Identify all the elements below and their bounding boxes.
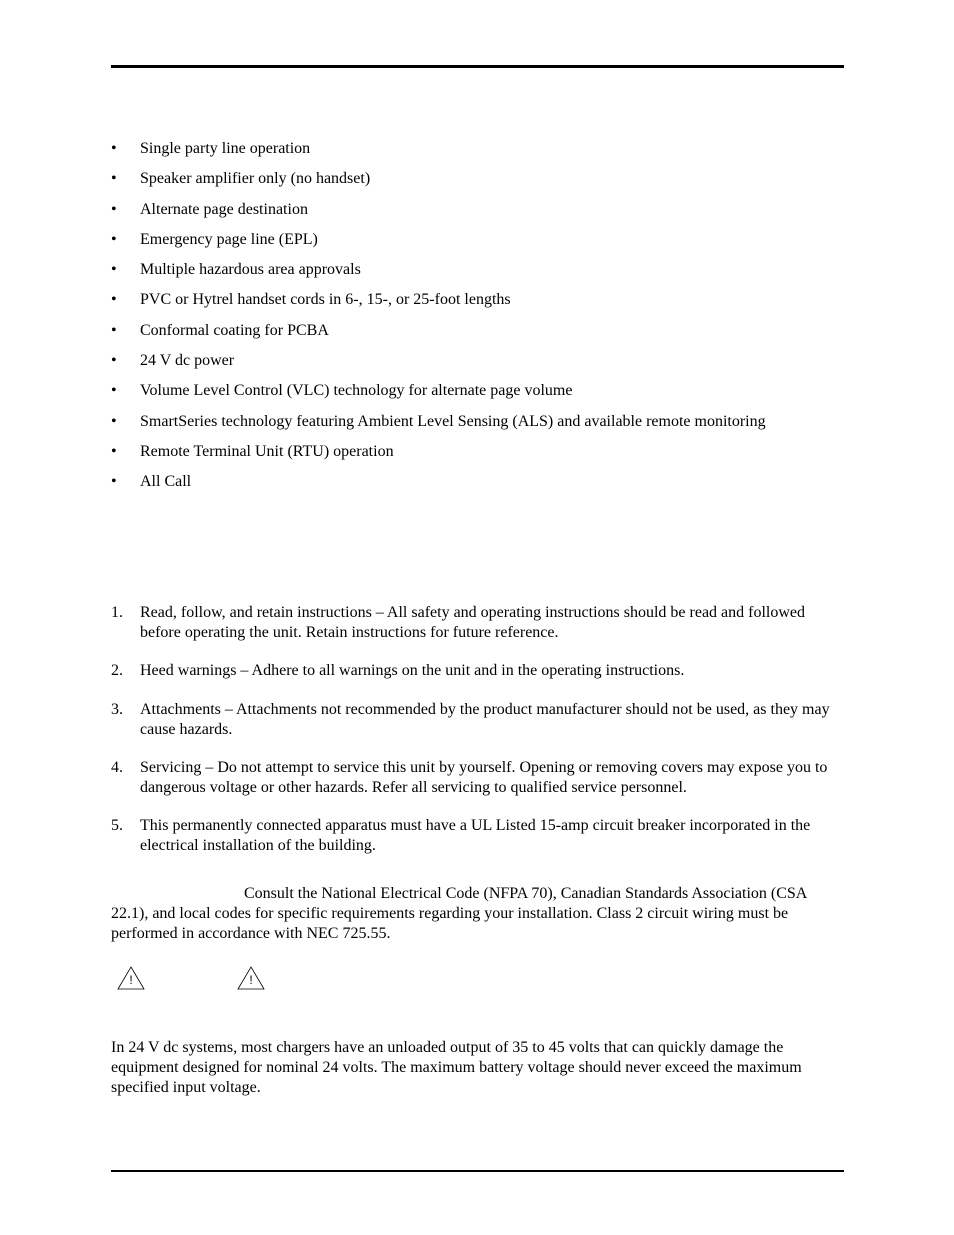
- warning-triangle-icon: [237, 966, 265, 990]
- feature-text: Alternate page destination: [140, 200, 308, 218]
- list-item: [111, 700, 844, 740]
- feature-text: Remote Terminal Unit (RTU) operation: [140, 442, 394, 460]
- bullet-icon: •: [111, 230, 117, 248]
- bullet-icon: •: [111, 442, 117, 460]
- list-item: [111, 603, 844, 643]
- feature-text: All Call: [140, 473, 192, 491]
- list-item: [111, 229, 844, 259]
- item-text: Heed warnings – Adhere to all warnings on the unit and in the operating instructions.: [140, 662, 685, 679]
- list-item: [111, 350, 844, 380]
- bullet-icon: •: [111, 473, 117, 491]
- safety-instructions-list: [111, 603, 844, 856]
- list-item: [111, 471, 844, 501]
- list-item: [111, 320, 844, 350]
- feature-text: 24 V dc power: [140, 352, 235, 370]
- bullet-icon: •: [111, 200, 117, 218]
- list-item: [111, 138, 844, 168]
- feature-text: Volume Level Control (VLC) technology for alternate page volume: [140, 382, 573, 400]
- list-item: [111, 289, 844, 319]
- item-number: 4.: [111, 759, 123, 776]
- item-text: Attachments – Attachments not recommended by the product manufacturer should not be used, as they may cause hazards.: [140, 701, 830, 738]
- bullet-icon: •: [111, 321, 117, 339]
- list-item: [111, 816, 844, 856]
- warning-mark: !: [249, 973, 253, 987]
- code-note-paragraph: Consult the National Electrical Code (NFPA 70), Canadian Standards Association (CSA 22.1), and local codes for specific requirements regarding your installation. Class 2 circuit wiring must be performed in accordance with NEC 725.55.: [111, 885, 807, 942]
- list-item: [111, 259, 844, 289]
- feature-text: Emergency page line (EPL): [140, 230, 318, 248]
- list-item: [111, 661, 844, 681]
- item-text: Read, follow, and retain instructions – All safety and operating instructions should be read and followed before operating the unit. Retain instructions for future reference.: [140, 604, 806, 641]
- voltage-caution-paragraph: In 24 V dc systems, most chargers have an unloaded output of 35 to 45 volts that can quickly damage the equipment designed for nominal 24 volts. The maximum battery voltage should never exceed the maximum specified input voltage.: [111, 1039, 802, 1096]
- bullet-icon: •: [111, 170, 117, 188]
- bullet-icon: •: [111, 291, 117, 309]
- list-item: [111, 168, 844, 198]
- list-item: [111, 199, 844, 229]
- item-text: This permanently connected apparatus must have a UL Listed 15-amp circuit breaker incorporated in the electrical installation of the building.: [140, 817, 811, 854]
- feature-text: Multiple hazardous area approvals: [140, 261, 361, 279]
- feature-text: PVC or Hytrel handset cords in 6-, 15-, or 25-foot lengths: [140, 291, 511, 309]
- list-item: [111, 380, 844, 410]
- bullet-icon: •: [111, 412, 117, 430]
- bullet-icon: •: [111, 140, 117, 157]
- footer-rule: [111, 1170, 844, 1172]
- item-number: 1.: [111, 604, 123, 621]
- item-number: 2.: [111, 662, 123, 679]
- warning-triangle-icon: [117, 966, 145, 990]
- feature-text: Conformal coating for PCBA: [140, 321, 329, 339]
- features-list: [111, 138, 844, 502]
- feature-text: Single party line operation: [140, 140, 311, 157]
- item-number: 3.: [111, 701, 123, 718]
- item-number: 5.: [111, 817, 123, 834]
- item-text: Servicing – Do not attempt to service this unit by yourself. Opening or removing covers may expose you to dangerous voltage or other hazards. Refer all servicing to qualified service personnel.: [140, 759, 828, 796]
- warning-mark: !: [129, 973, 133, 987]
- feature-text: Speaker amplifier only (no handset): [140, 170, 371, 188]
- list-item: [111, 758, 844, 798]
- bullet-icon: •: [111, 261, 117, 279]
- bullet-icon: •: [111, 382, 117, 400]
- feature-text: SmartSeries technology featuring Ambient Level Sensing (ALS) and available remote monitoring: [140, 412, 766, 430]
- list-item: [111, 411, 844, 441]
- header-rule: [111, 65, 844, 68]
- bullet-icon: •: [111, 352, 117, 370]
- list-item: [111, 441, 844, 471]
